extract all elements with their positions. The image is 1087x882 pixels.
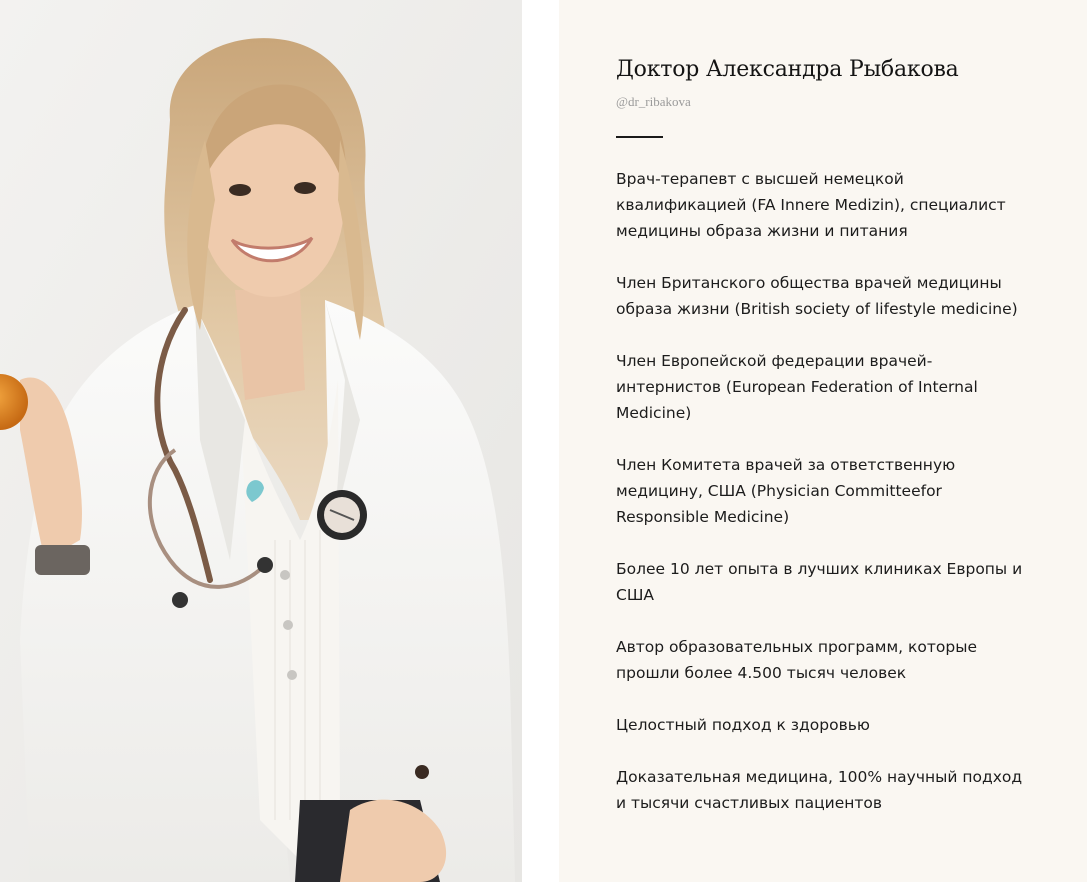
doctor-photo [0,0,522,882]
divider [616,136,663,138]
credential-item: Автор образовательных программ, которые прошли более 4.500 тысяч человек [616,638,977,682]
doctor-name: Доктор Александра Рыбакова [616,57,959,82]
doctor-portrait-illustration [0,0,522,882]
credential-item: Член Европейской федерации врачей-интернистов (European Federation of Internal Medicine) [616,352,978,422]
credential-item: Более 10 лет опыта в лучших клиниках Европы и США [616,560,1023,604]
gutter [522,0,559,882]
credential-item: Целостный подход к здоровью [616,716,870,734]
credential-item: Доказательная медицина, 100% научный подход и тысячи счастливых пациентов [616,768,1023,812]
credential-item: Врач-терапевт с высшей немецкой квалификацией (FA Innere Medizin), специалист медицины образа жизни и питания [616,170,1006,240]
credential-item: Член Британского общества врачей медицины образа жизни (British society of lifestyle medicine) [616,274,1018,318]
bio-panel [559,0,1087,882]
social-handle: @dr_ribakova [616,94,691,109]
credentials-list [616,166,1047,816]
credential-item: Член Комитета врачей за ответственную медицину, США (Physician Committeefor Responsible Medicine) [616,456,956,526]
